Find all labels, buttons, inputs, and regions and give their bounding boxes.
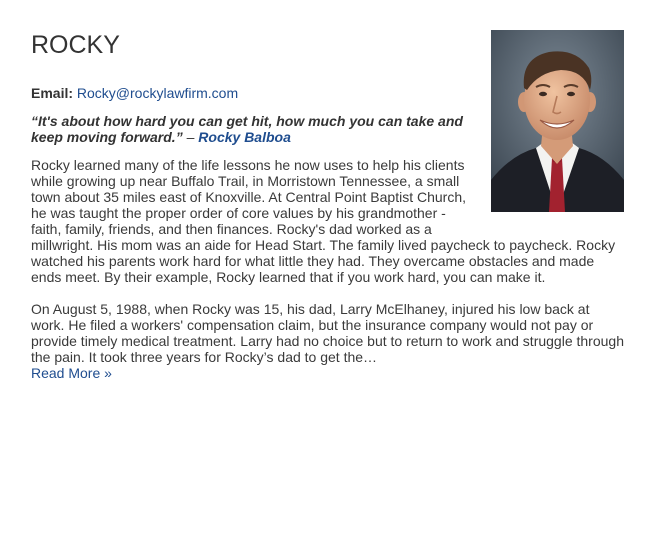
page-title: ROCKY: [31, 31, 120, 59]
quote-text: “It's about how hard you can get hit, how much you can take and keep moving forward.”: [31, 113, 463, 145]
bio-paragraph-2-text: On August 5, 1988, when Rocky was 15, his dad, Larry McElhaney, injured his low back at work. He filed a workers' compensation claim, but the insurance company would not pay or provide timely medical treatment. Larry had no choice but to return to work and struggle through the pain. It took three years for Rocky’s dad to get the…: [31, 301, 624, 365]
email-link[interactable]: Rocky@rockylawfirm.com: [76, 85, 239, 101]
read-more-link[interactable]: Read More »: [31, 365, 112, 381]
email-label: Email:: [31, 85, 74, 101]
quote-dash: –: [182, 129, 199, 145]
bio-paragraph-1: Rocky learned many of the life lessons he now uses to help his clients while growing up near Buffalo Trail, in Morristown Tennessee, a small town about 35 miles east of Knoxville. At Central Point Baptist Church, he was taught the proper order of core values by his grandmother - faith, family, friends, and then finances. Rocky's dad worked as a millwright. His mom was an aide for Head Start. The family lived paycheck to paycheck. Rocky watched his parents work hard for what little they had. They overcame obstacles and made ends meet. By their example, Rocky learned that if you work hard, you can make it.: [31, 157, 616, 285]
attorney-portrait: [491, 30, 624, 212]
attorney-bio: [31, 30, 624, 381]
quote-author-link[interactable]: Rocky Balboa: [198, 129, 291, 145]
bio-paragraph-2: [31, 301, 624, 381]
